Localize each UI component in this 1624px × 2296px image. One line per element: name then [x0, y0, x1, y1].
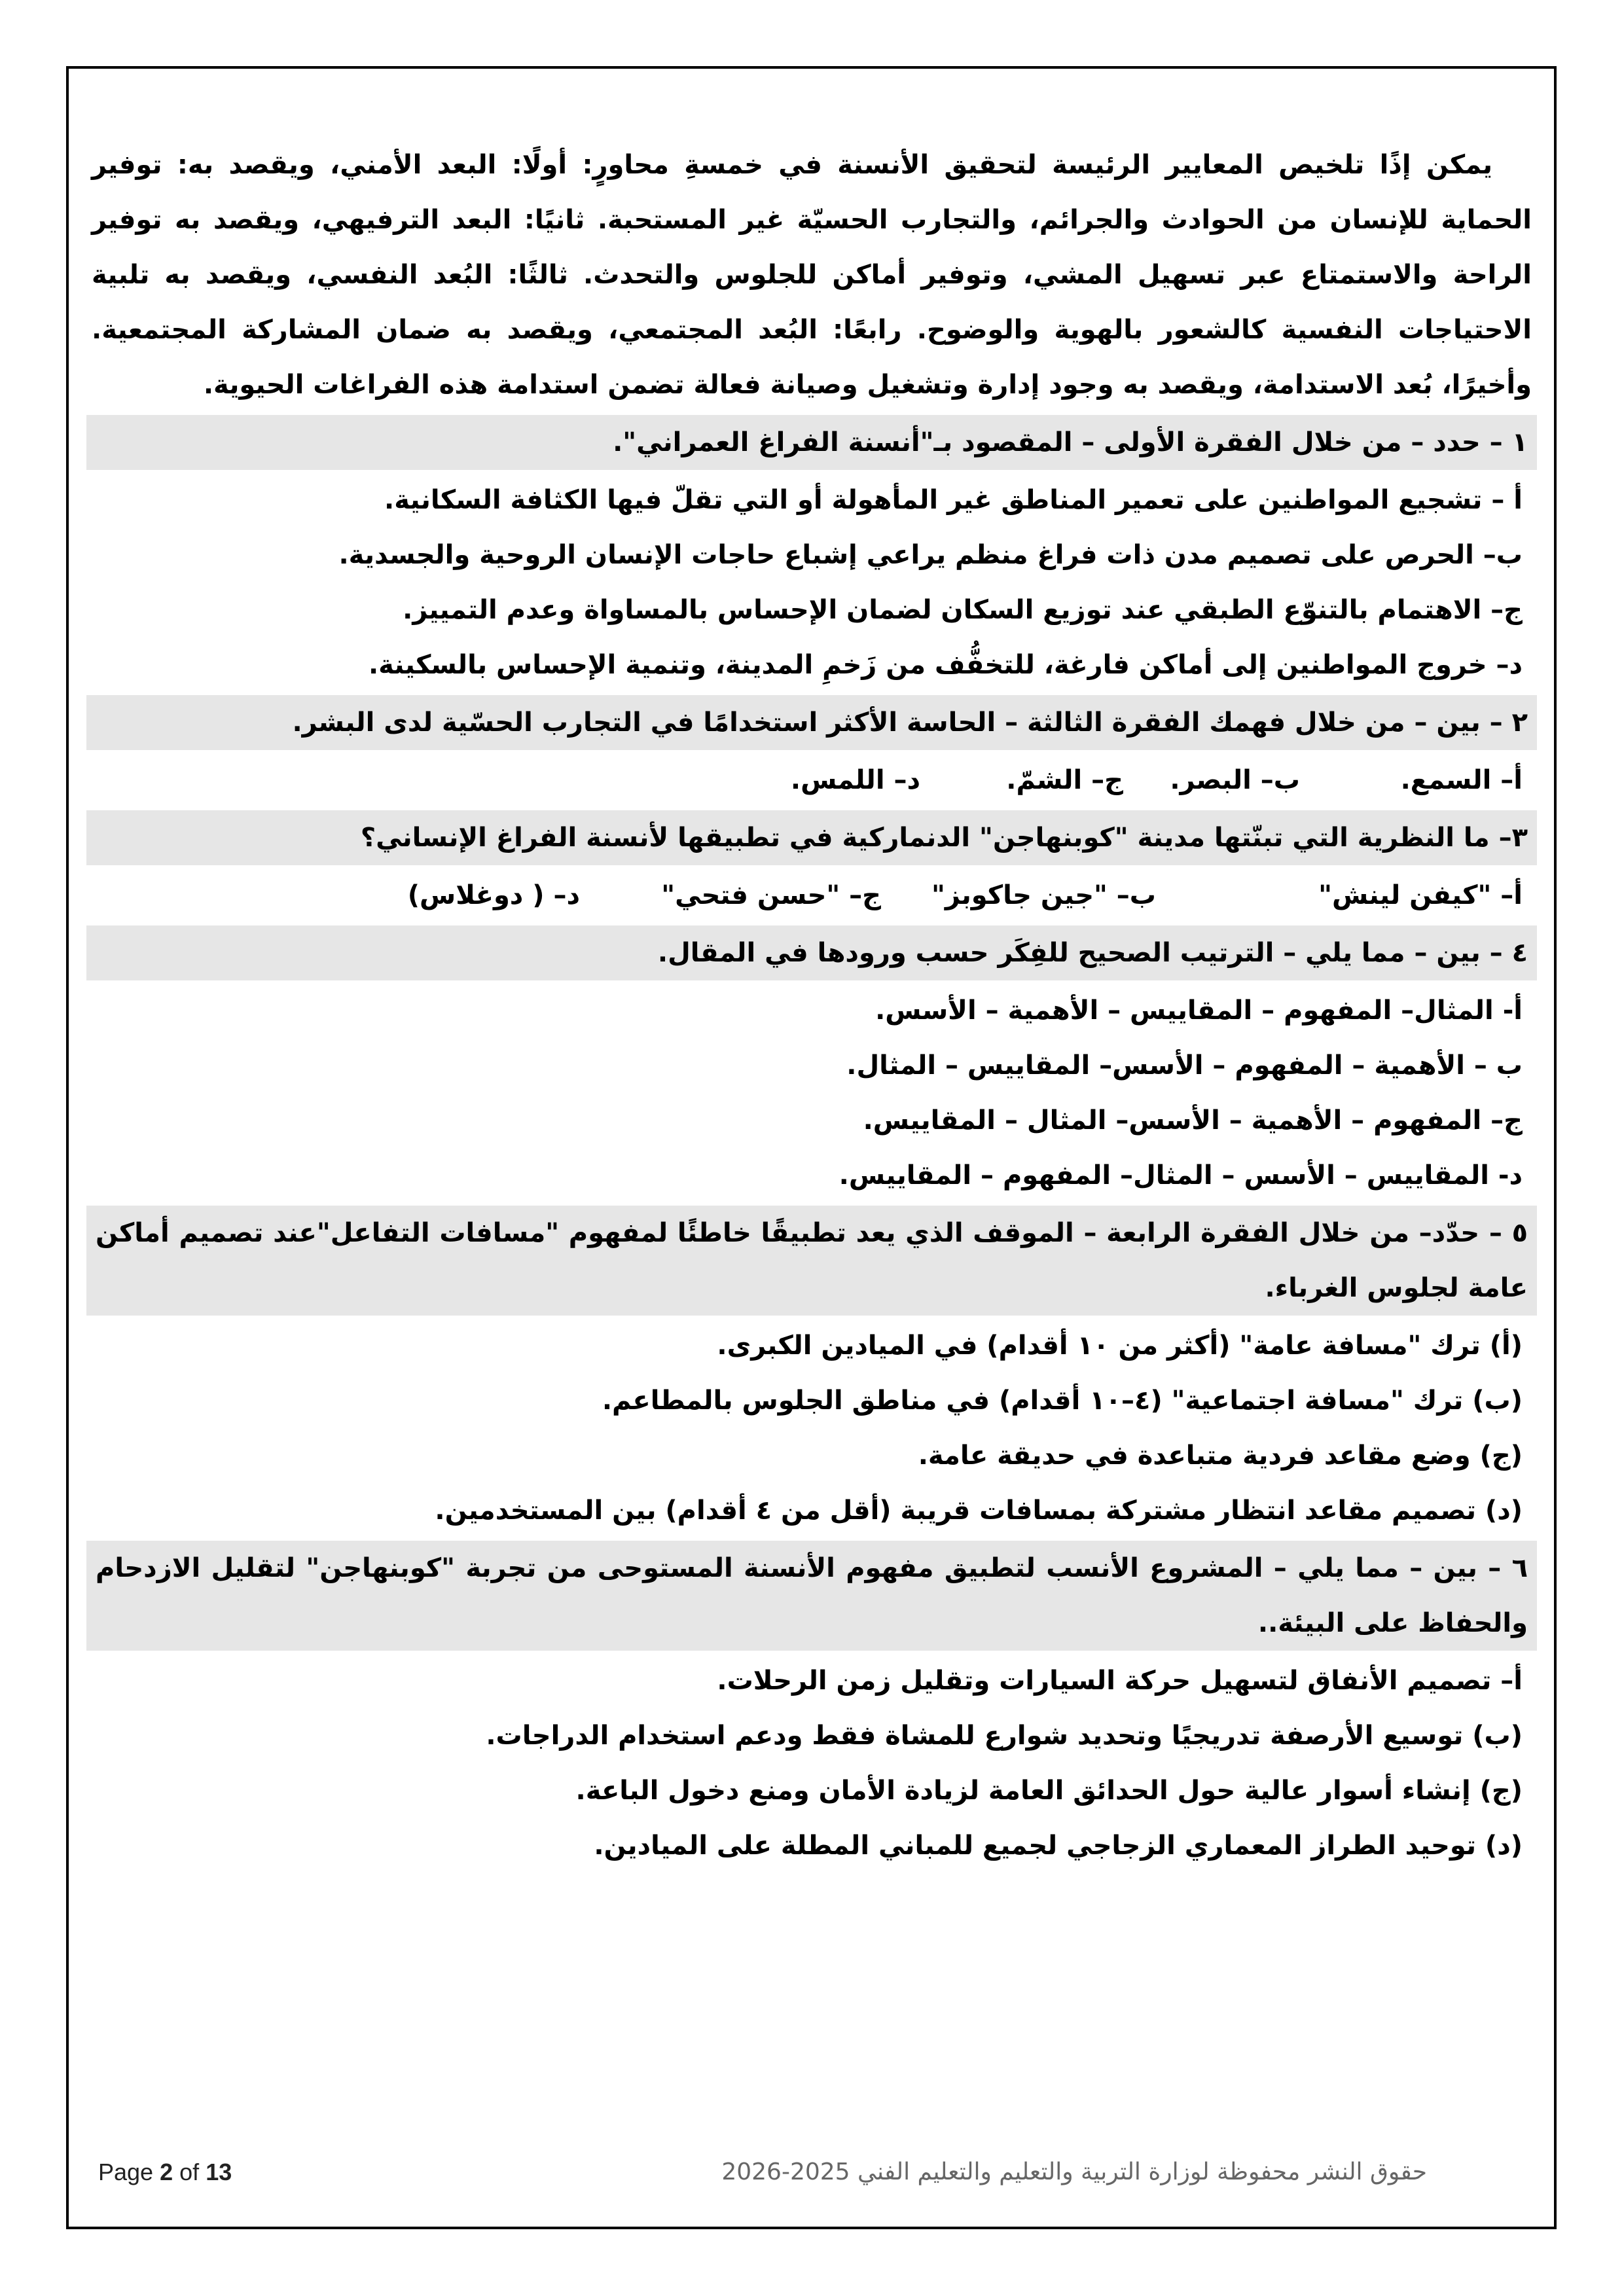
- question-3: ٣– ما النظرية التي تبنّتها مدينة "كوبنهاجن" الدنماركية في تطبيقها لأنسنة الفراغ الإنساني؟: [86, 810, 1537, 865]
- q4-option-d[interactable]: د- المقاييس – الأسس – المثال– المفهوم – المقاييس.: [839, 1160, 1523, 1191]
- q4-option-b[interactable]: ب – الأهمية – المفهوم – الأسس– المقاييس – المثال.: [846, 1050, 1523, 1081]
- q2-option-b[interactable]: ب– البصر.: [1170, 765, 1300, 795]
- page-footer: [92, 2159, 1532, 2198]
- intro-paragraph: [92, 137, 1532, 412]
- q3-option-c[interactable]: ج– "حسن فتحي": [661, 880, 881, 910]
- question-4: ٤ – بين – مما يلي – الترتيب الصحيح للفِكَر حسب ورودها في المقال.: [86, 925, 1537, 980]
- q3-option-a[interactable]: أ– "كيفن لينش": [1318, 880, 1523, 910]
- q3-option-d[interactable]: د– ( دوغلاس): [407, 880, 580, 910]
- q5-option-c[interactable]: (ج) وضع مقاعد فردية متباعدة في حديقة عامة.: [918, 1441, 1523, 1471]
- q2-options-row: [92, 753, 1532, 808]
- intro-text: يمكن إذًا تلخيص المعايير الرئيسة لتحقيق الأنسنة في خمسةِ محاورٍ: أولًا: البعد الأمني، ويقصد به: توفير الحماية للإنسان من الحوادث والجرائم، والتجارب الحسيّة غير المستحبة. ثانيًا: البعد الترفيهي، ويقصد به توفير الراحة والاستمتاع عبر تسهيل المشي، وتوفير أماكن للجلوس والتحدث. ثالثًا: البُعد النفسي، ويقصد به تلبية الاحتياجات النفسية كالشعور بالهوية والوضوح. رابعًا: البُعد المجتمعي، ويقصد به ضمان المشاركة المجتمعية. وأخيرًا، بُعد الاستدامة، ويقصد به وجود إدارة وتشغيل وصيانة فعالة تضمن استدامة هذه الفراغات الحيوية.: [92, 150, 1532, 400]
- page-total: 13: [206, 2159, 232, 2185]
- page-word: Page: [98, 2159, 154, 2185]
- q2-option-c[interactable]: ج– الشمّ.: [1006, 765, 1123, 795]
- q5-option-a[interactable]: (أ) ترك "مسافة عامة" (أكثر من ١٠ أقدام) في الميادين الكبرى.: [717, 1331, 1523, 1361]
- q6-option-a[interactable]: أ– تصميم الأنفاق لتسهيل حركة السيارات وتقليل زمن الرحلات.: [717, 1666, 1523, 1696]
- q5-option-b[interactable]: (ب) ترك "مسافة اجتماعية" (٤–١٠ أقدام) في مناطق الجلوس بالمطاعم.: [602, 1386, 1523, 1416]
- question-5: ٥ – حدّد– من خلال الفقرة الرابعة – الموقف الذي يعد تطبيقًا خاطئًا لمفهوم "مسافات التفاعل"عند تصميم أماكن عامة لجلوس الغرباء.: [86, 1206, 1537, 1316]
- page-content: [92, 137, 1532, 1873]
- q3-options-row: [92, 868, 1532, 923]
- q1-option-a[interactable]: أ – تشجيع المواطنين على تعمير المناطق غير المأهولة أو التي تقلّ فيها الكثافة السكانية.: [384, 485, 1523, 515]
- question-6: ٦ – بين – مما يلي – المشروع الأنسب لتطبيق مفهوم الأنسنة المستوحى من تجربة "كوبنهاجن" لتقليل الازدحام والحفاظ على البيئة..: [86, 1541, 1537, 1651]
- q2-option-d[interactable]: د– اللمس.: [790, 765, 920, 795]
- q1-option-d[interactable]: د– خروج المواطنين إلى أماكن فارغة، للتخفُّف من زَخمِ المدينة، وتنمية الإحساس بالسكينة.: [368, 650, 1523, 680]
- q1-option-b[interactable]: ب– الحرص على تصميم مدن ذات فراغ منظم يراعي إشباع حاجات الإنسان الروحية والجسدية.: [338, 540, 1523, 570]
- q4-option-a[interactable]: أ- المثال– المفهوم – المقاييس – الأهمية – الأسس.: [875, 996, 1523, 1026]
- q2-option-a[interactable]: أ– السمع.: [1400, 765, 1523, 795]
- q4-option-c[interactable]: ج– المفهوم – الأهمية – الأسس– المثال – المقاييس.: [863, 1105, 1523, 1136]
- question-2: ٢ – بين – من خلال فهمك الفقرة الثالثة – الحاسة الأكثر استخدامًا في التجارب الحسّية لدى البشر.: [86, 695, 1537, 750]
- q1-option-c[interactable]: ج– الاهتمام بالتنوّع الطبقي عند توزيع السكان لضمان الإحساس بالمساواة وعدم التمييز.: [403, 595, 1523, 625]
- q6-option-b[interactable]: (ب) توسيع الأرصفة تدريجيًا وتحديد شوارع للمشاة فقط ودعم استخدام الدراجات.: [486, 1721, 1523, 1751]
- q5-option-d[interactable]: (د) تصميم مقاعد انتظار مشتركة بمسافات قريبة (أقل من ٤ أقدام) بين المستخدمين.: [435, 1496, 1523, 1526]
- q6-option-d[interactable]: (د) توحيد الطراز المعماري الزجاجي لجميع للمباني المطلة على الميادين.: [594, 1831, 1523, 1861]
- page-current: 2: [160, 2159, 173, 2185]
- question-1: ١ – حدد – من خلال الفقرة الأولى – المقصود بـ"أنسنة الفراغ العمراني".: [86, 415, 1537, 470]
- q3-option-b[interactable]: ب– "جين جاكوبز": [931, 880, 1156, 910]
- q6-option-c[interactable]: (ج) إنشاء أسوار عالية حول الحدائق العامة لزيادة الأمان ومنع دخول الباعة.: [575, 1776, 1523, 1806]
- page-number: [98, 2159, 232, 2186]
- page-of: of: [179, 2159, 200, 2185]
- copyright-notice: حقوق النشر محفوظة لوزارة التربية والتعليم والتعليم الفني 2025-2026: [721, 2159, 1427, 2185]
